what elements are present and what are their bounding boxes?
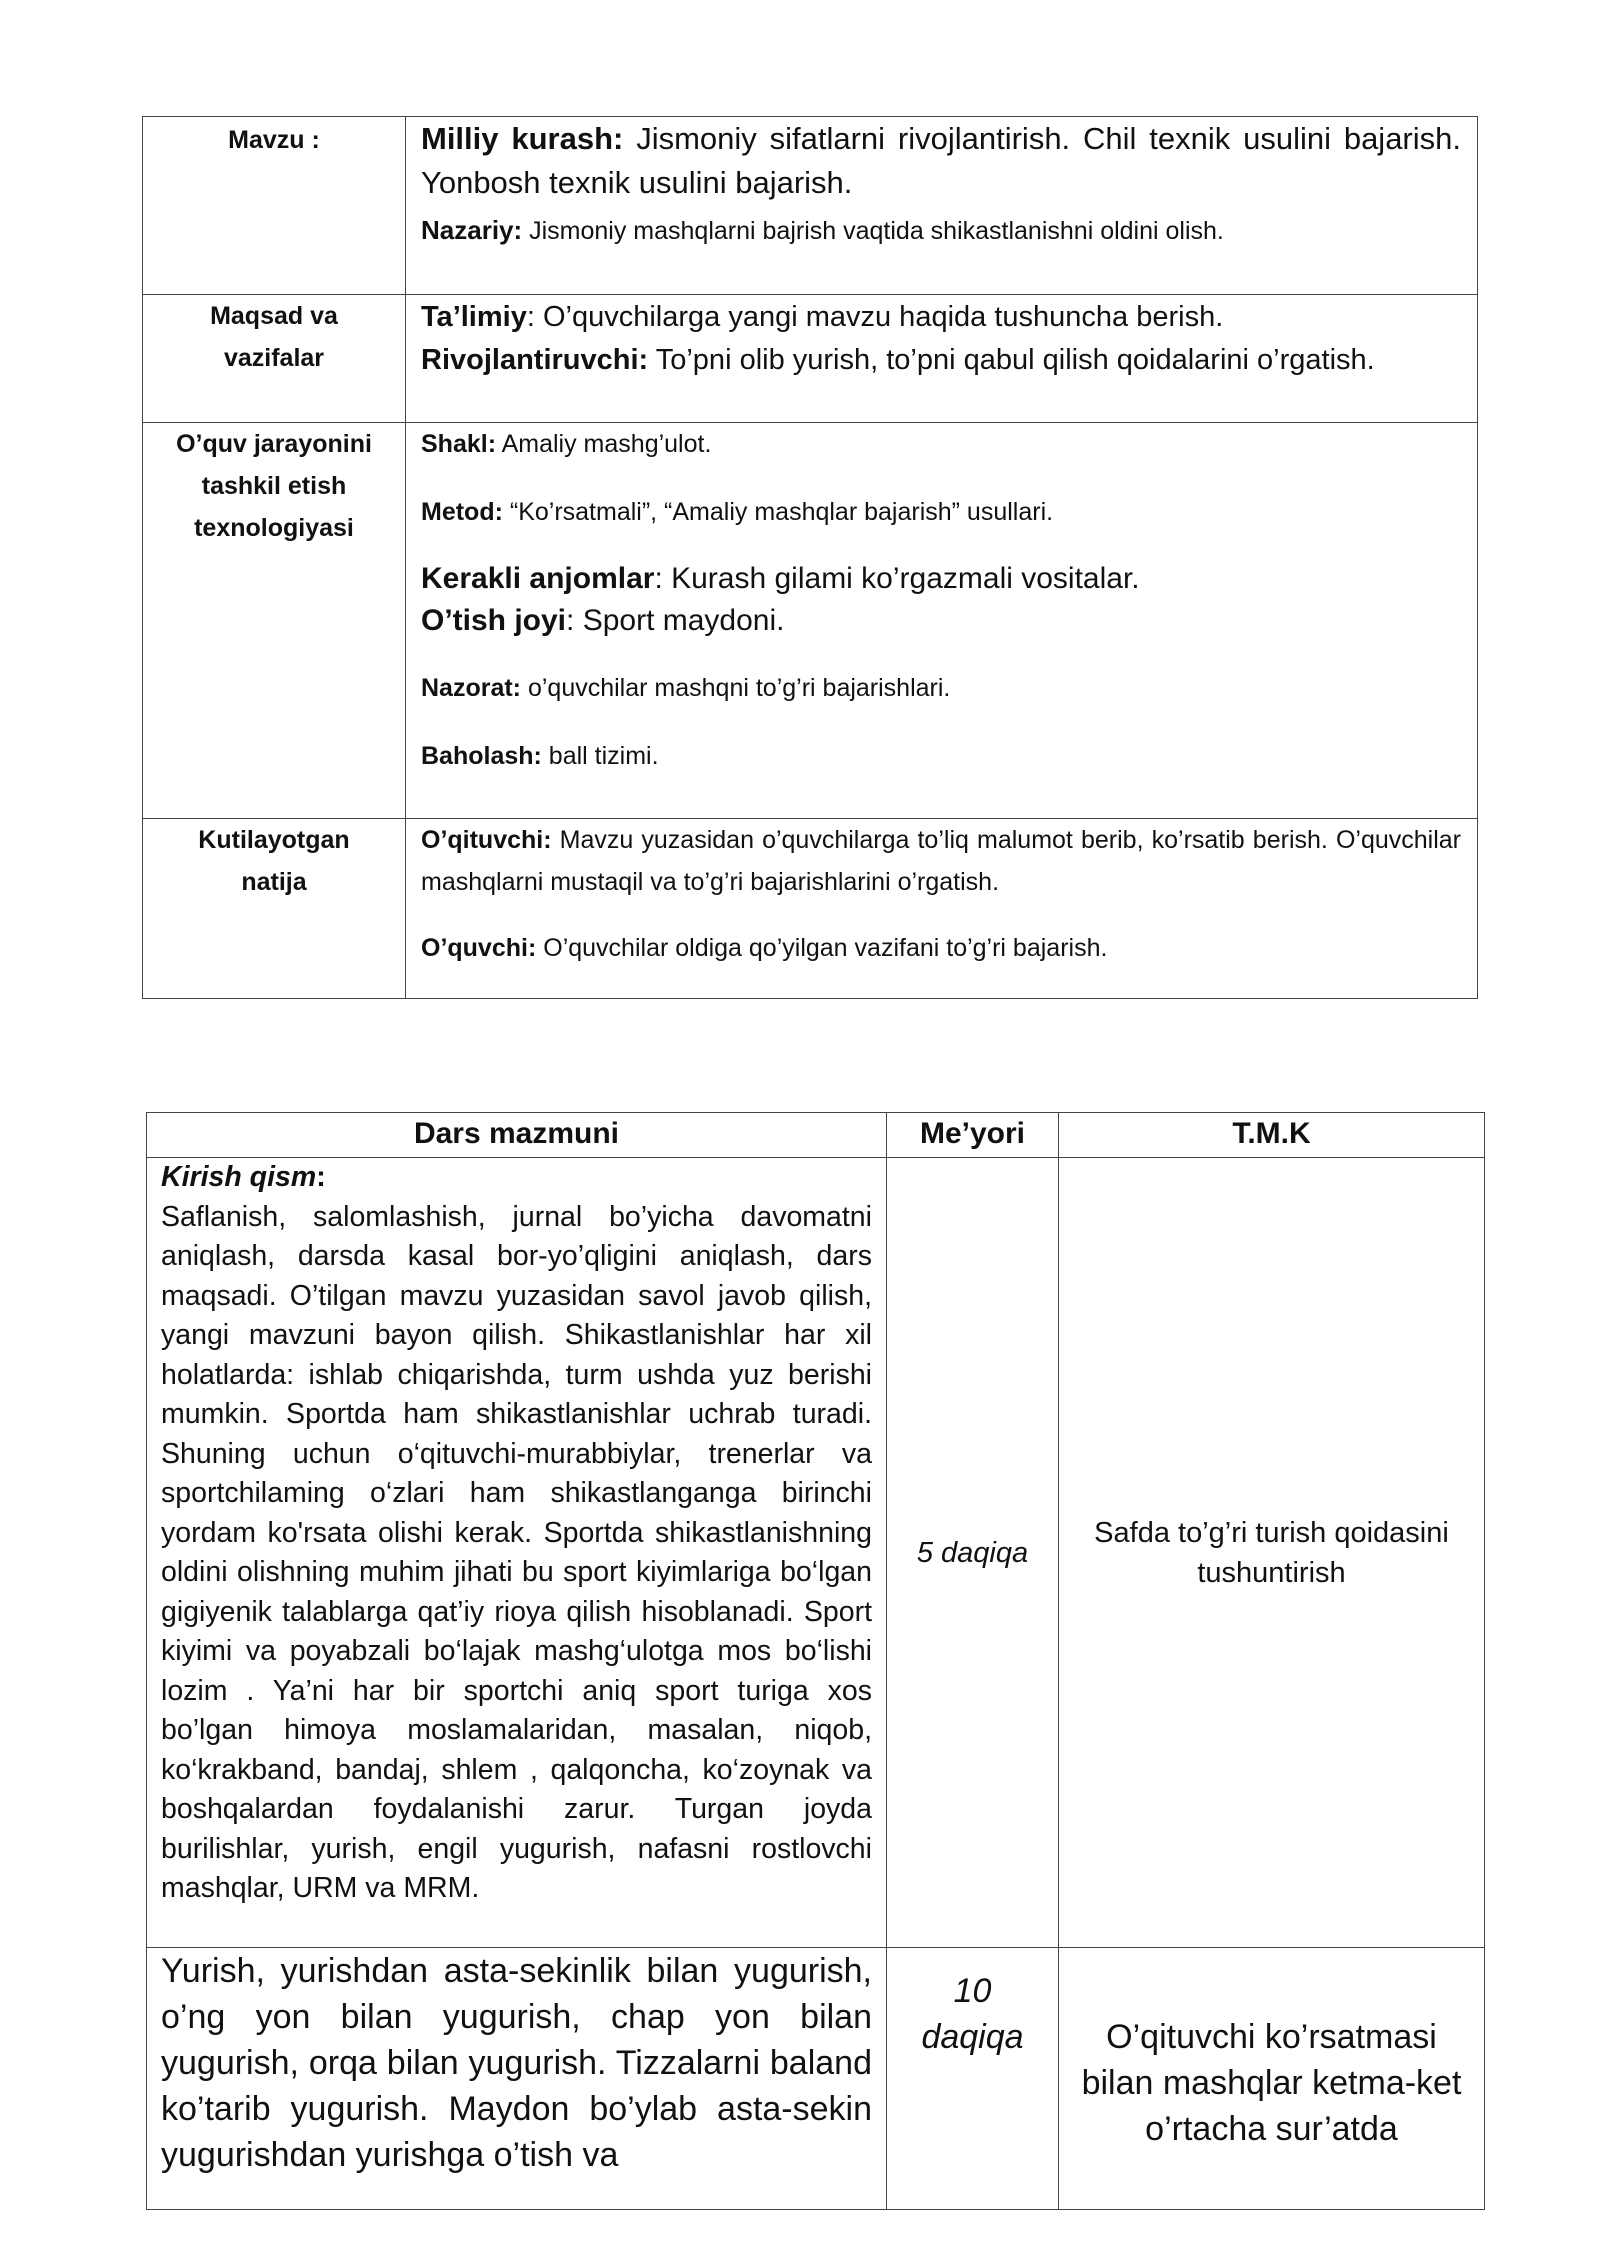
warmup-body: Yurish, yurishdan asta-sekinlik bilan yugurish, o’ng yon bilan yugurish, chap yon bilan yugurish, orqa bilan yugurish. Tizzalarni baland ko’tarib yugurish. Maydon bo’ylab asta-sekin yugurishdan yurishga o’tish va bbox=[161, 1952, 872, 2174]
intro-note: Safda to’g’ri turish qoidasini tushuntirish bbox=[1059, 1158, 1485, 1948]
grading-body: ball tizimi. bbox=[541, 742, 659, 770]
topic-row bbox=[143, 117, 1478, 295]
method-lead: Metod: bbox=[421, 498, 503, 526]
dev-body: To’pni olib yurish, to’pni qabul qilish qoidalarini o’rgatish. bbox=[648, 344, 1375, 376]
edu-body: : O’quvchilarga yangi mavzu haqida tushuncha berish. bbox=[526, 301, 1224, 333]
place-body: : Sport maydoni. bbox=[566, 604, 785, 637]
topic-content bbox=[406, 117, 1478, 295]
student-lead: O’quvchi: bbox=[421, 934, 537, 962]
intro-content bbox=[147, 1158, 887, 1948]
form-body: Amaliy mashg’ulot. bbox=[496, 430, 712, 458]
teacher-body: Mavzu yuzasidan o’quvchilarga to’liq malumot berib, ko’rsatib berish. O’quvchilar mashqlarni mustaqil va to’g’ri bajarishlarini o’rgatish. bbox=[421, 826, 1461, 896]
form-text bbox=[421, 423, 1461, 465]
result-label-line2: natija bbox=[241, 868, 307, 896]
header-row bbox=[147, 1113, 1485, 1158]
warmup-row bbox=[147, 1948, 1485, 2210]
intro-body: Saflanish, salomlashish, jurnal bo’yicha davomatni aniqlash, darsda kasal bor-yo’qligini aniqlash, dars maqsadi. O’tilgan mavzu yuzasidan savol javob qilish, yangi mavzuni bayon qilish. Shikastlanishlar har xil holatlarda: ishlab chiqarishda, turm ushda yuz berishi mumkin. Sportda ham shikastlanishlar uchrab turadi. Shuning uchun o‘qituvchi-murabbiylar, trenerlar va sportchilaming o‘zlari ham shikastlanganga birinchi yordam ko'rsata olishi kerak. Sportda shikastlanishning oldini olishning muhim jihati bu sport kiyimlariga bo‘lgan gigiyenik talablarga qat’iy rioya qilish hisoblanadi. Sport kiyimi va poyabzali bo‘lajak mashg‘ulotga mos bo‘lishi lozim . Ya’ni har bir sportchi aniq sport turiga xos bo’lgan himoya moslamalaridan, masalan, niqob, ko‘krakband, bandaj, shlem , qalqoncha, ko‘zoynak va boshqalardan foydalanishi zarur. Turgan joyda burilishlar, yurish, engil yugurish, nafasni rostlovchi mashqlar, URM va MRM. bbox=[161, 1200, 872, 1904]
intro-heading-colon: : bbox=[316, 1161, 326, 1193]
goals-row bbox=[143, 295, 1478, 423]
goals-content bbox=[406, 295, 1478, 423]
goals-label-line1: Maqsad va bbox=[210, 302, 338, 330]
warmup-duration bbox=[887, 1948, 1059, 2210]
lesson-plan-table bbox=[142, 116, 1478, 999]
warmup-content bbox=[147, 1948, 887, 2210]
control-text bbox=[421, 667, 1461, 709]
lesson-content-table bbox=[146, 1112, 1485, 2210]
theory-body: Jismoniy mashqlarni bajrish vaqtida shikastlanishni oldini olish. bbox=[522, 217, 1224, 245]
header-norm: Me’yori bbox=[887, 1113, 1059, 1158]
equipment-text bbox=[421, 557, 1461, 601]
dev-lead: Rivojlantiruvchi: bbox=[421, 344, 649, 376]
warmup-duration-unit: daqiqa bbox=[921, 2018, 1024, 2056]
place-lead: O’tish joyi bbox=[421, 604, 567, 637]
technology-label-line1: O’quv jarayonini bbox=[176, 430, 372, 458]
method-body: “Ko’rsatmali”, “Amaliy mashqlar bajarish” usullari. bbox=[502, 498, 1054, 526]
control-body: o’quvchilar mashqni to’g’ri bajarishlari. bbox=[521, 674, 951, 702]
result-label-line1: Kutilayotgan bbox=[198, 826, 350, 854]
topic-body: Jismoniy sifatlarni rivojlantirish. Chil texnik usulini bajarish. Yonbosh texnik usulini bajarish. bbox=[421, 121, 1461, 200]
place-text bbox=[421, 601, 1461, 641]
control-lead: Nazorat: bbox=[421, 674, 522, 702]
form-lead: Shakl: bbox=[421, 430, 497, 458]
warmup-duration-number: 10 bbox=[953, 1972, 992, 2010]
technology-content bbox=[406, 423, 1478, 819]
technology-label bbox=[143, 423, 406, 819]
method-text bbox=[421, 491, 1461, 533]
topic-text bbox=[421, 117, 1461, 205]
equipment-body: : Kurash gilami ko’rgazmali vositalar. bbox=[654, 562, 1140, 595]
topic-lead: Milliy kurash: bbox=[421, 121, 624, 156]
goals-label-line2: vazifalar bbox=[223, 344, 325, 372]
warmup-note: O’qituvchi ko’rsatmasi bilan mashqlar ketma-ket o’rtacha sur’atda bbox=[1059, 1948, 1485, 2210]
result-label bbox=[143, 819, 406, 999]
edu-goal bbox=[421, 295, 1461, 339]
grading-lead: Baholash: bbox=[421, 742, 542, 770]
intro-row bbox=[147, 1158, 1485, 1948]
equipment-lead: Kerakli anjomlar bbox=[421, 562, 655, 595]
intro-heading bbox=[161, 1158, 872, 1198]
teacher-lead: O’qituvchi: bbox=[421, 826, 552, 854]
edu-lead: Ta’limiy bbox=[421, 301, 527, 333]
technology-label-line2: tashkil etish bbox=[201, 472, 347, 500]
goals-label bbox=[143, 295, 406, 423]
technology-row bbox=[143, 423, 1478, 819]
theory-text bbox=[421, 209, 1461, 252]
topic-label bbox=[143, 117, 406, 295]
result-content bbox=[406, 819, 1478, 999]
dev-goal bbox=[421, 339, 1461, 381]
intro-heading-text: Kirish qism bbox=[161, 1161, 317, 1193]
intro-duration: 5 daqiqa bbox=[887, 1158, 1059, 1948]
result-row bbox=[143, 819, 1478, 999]
theory-lead: Nazariy: bbox=[421, 215, 523, 245]
student-body: O’quvchilar oldiga qo’yilgan vazifani to’g’ri bajarish. bbox=[536, 934, 1108, 962]
teacher-result bbox=[421, 819, 1461, 903]
student-result bbox=[421, 927, 1461, 969]
header-content: Dars mazmuni bbox=[147, 1113, 887, 1158]
technology-label-line3: texnologiyasi bbox=[194, 514, 354, 542]
header-tmk: T.M.K bbox=[1059, 1113, 1485, 1158]
grading-text bbox=[421, 735, 1461, 777]
topic-label-text: Mavzu : bbox=[228, 126, 320, 154]
